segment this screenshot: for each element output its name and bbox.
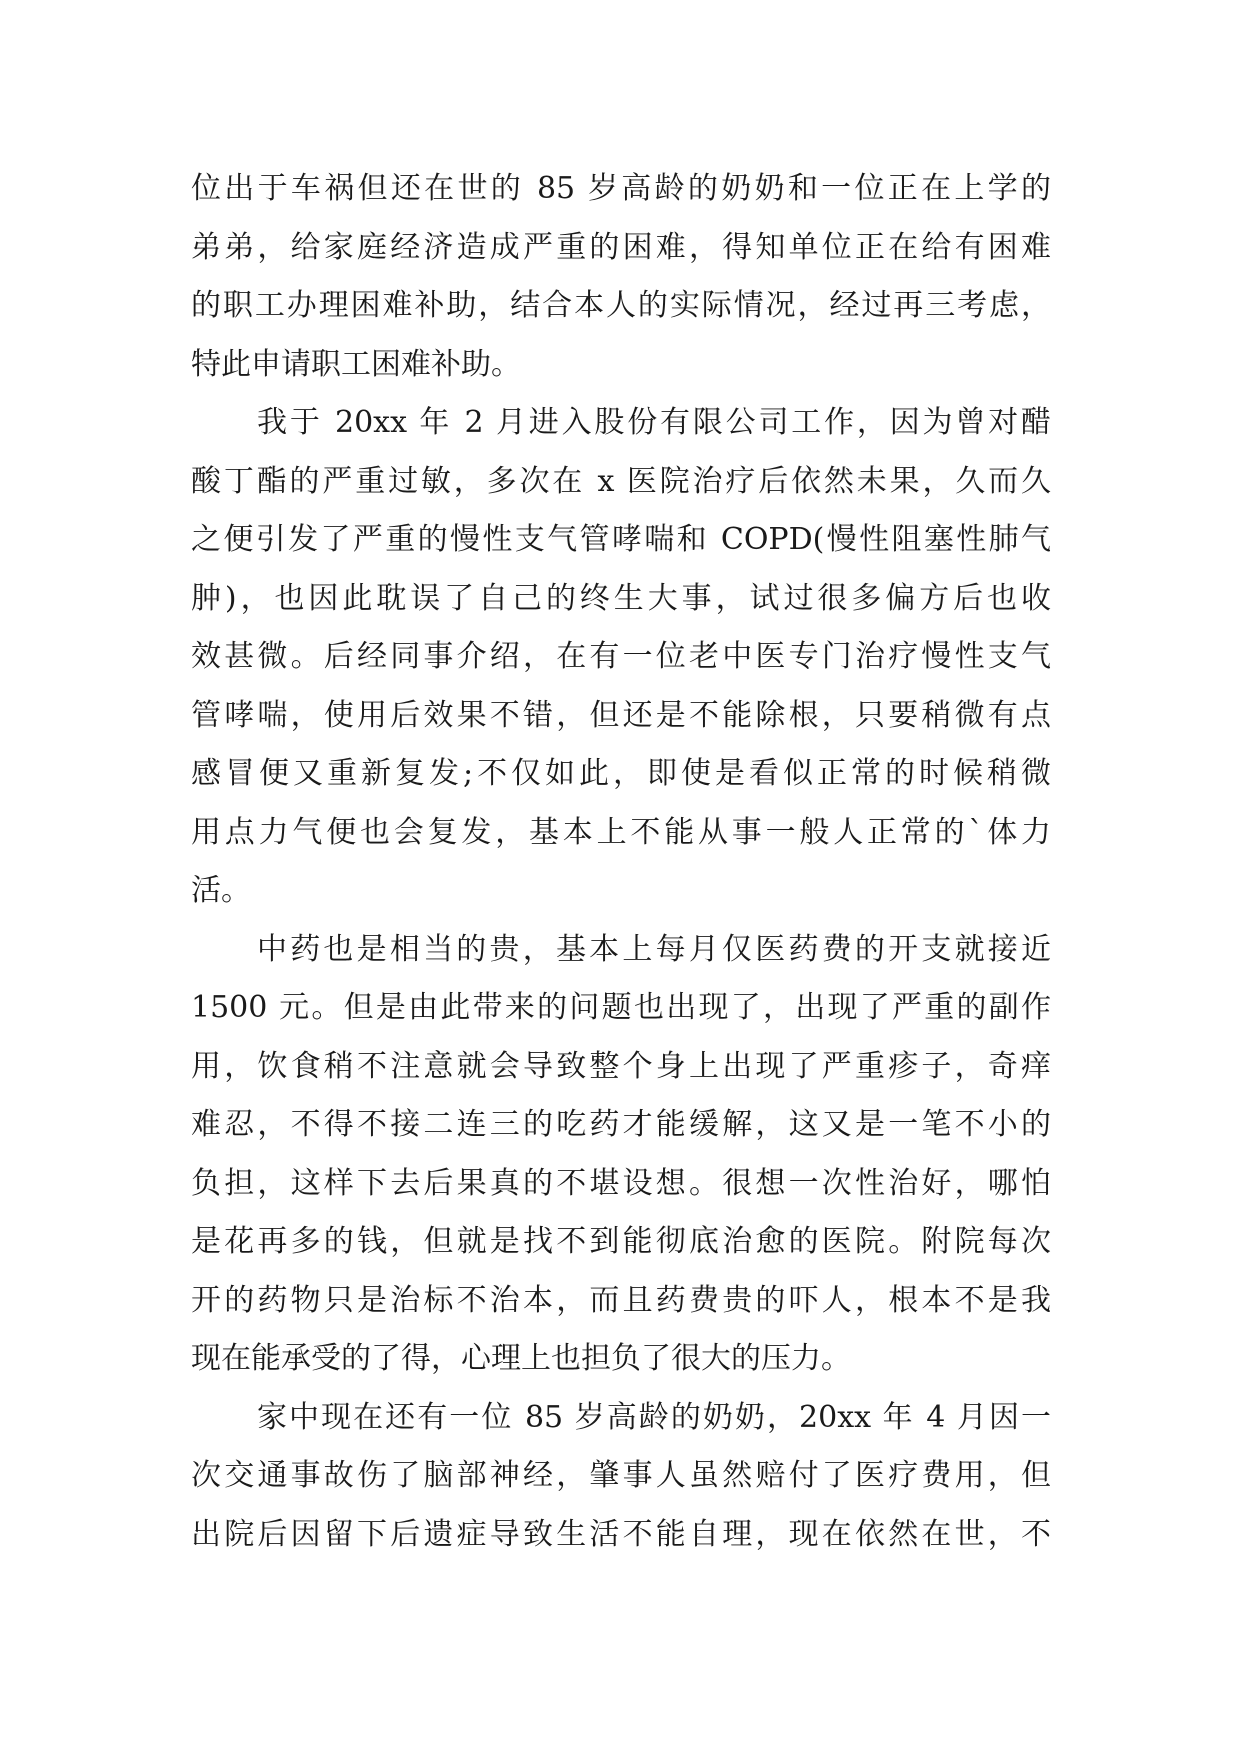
text-line: 酸丁酯的严重过敏，多次在 x 医院治疗后依然未果，久而久: [191, 463, 1051, 499]
text-line: 效甚微。后经同事介绍，在有一位老中医专门治疗慢性支气: [191, 639, 1051, 674]
text-line: 是花再多的钱，但就是找不到能彻底治愈的医院。附院每次: [191, 1224, 1051, 1259]
text-line: 次交通事故伤了脑部神经，肇事人虽然赔付了医疗费用，但: [191, 1458, 1051, 1493]
text-line: 中药也是相当的贵，基本上每月仅医药费的开支就接近: [257, 931, 1051, 967]
text-line: 之便引发了严重的慢性支气管哮喘和 COPD(慢性阻塞性肺气: [191, 522, 1051, 557]
text-line: 出院后因留下后遗症导致生活不能自理，现在依然在世，不: [191, 1516, 1051, 1552]
text-line: 用，饮食稍不注意就会导致整个身上出现了严重疹子，奇痒: [191, 1048, 1051, 1084]
text-line: 活。: [191, 873, 251, 908]
text-line: 肿)，也因此耽误了自己的终生大事，试过很多偏方后也收: [191, 580, 1051, 616]
text-line: 弟弟，给家庭经济造成严重的困难，得知单位正在给有困难: [191, 229, 1051, 265]
text-line: 位出于车祸但还在世的 85 岁高龄的奶奶和一位正在上学的: [191, 171, 1051, 206]
paragraph: [191, 921, 1051, 1389]
text-line: 开的药物只是治标不治本，而且药费贵的吓人，根本不是我: [191, 1282, 1051, 1318]
text-line: 难忍，不得不接二连三的吃药才能缓解，这又是一笔不小的: [191, 1107, 1051, 1142]
text-line: 的职工办理困难补助，结合本人的实际情况，经过再三考虑，: [191, 288, 1051, 323]
text-line: 特此申请职工困难补助。: [191, 346, 521, 382]
text-line: 管哮喘，使用后效果不错，但还是不能除根，只要稍微有点: [191, 697, 1051, 733]
paragraph: [191, 160, 1051, 394]
paragraph: [191, 1389, 1051, 1565]
document-body: [191, 160, 1051, 1564]
text-line: 家中现在还有一位 85 岁高龄的奶奶，20xx 年 4 月因一: [257, 1399, 1051, 1435]
text-line: 用点力气便也会复发，基本上不能从事一般人正常的`体力: [191, 814, 1051, 850]
text-line: 负担，这样下去后果真的不堪设想。很想一次性治好，哪怕: [191, 1165, 1051, 1201]
paragraph: [191, 394, 1051, 921]
text-line: 1500 元。但是由此带来的问题也出现了，出现了严重的副作: [191, 990, 1051, 1025]
text-line: 我于 20xx 年 2 月进入股份有限公司工作，因为曾对醋: [257, 405, 1051, 440]
text-line: 感冒便又重新复发;不仅如此，即使是看似正常的时候稍微: [191, 756, 1051, 791]
text-line: 现在能承受的了得，心理上也担负了很大的压力。: [191, 1341, 851, 1376]
